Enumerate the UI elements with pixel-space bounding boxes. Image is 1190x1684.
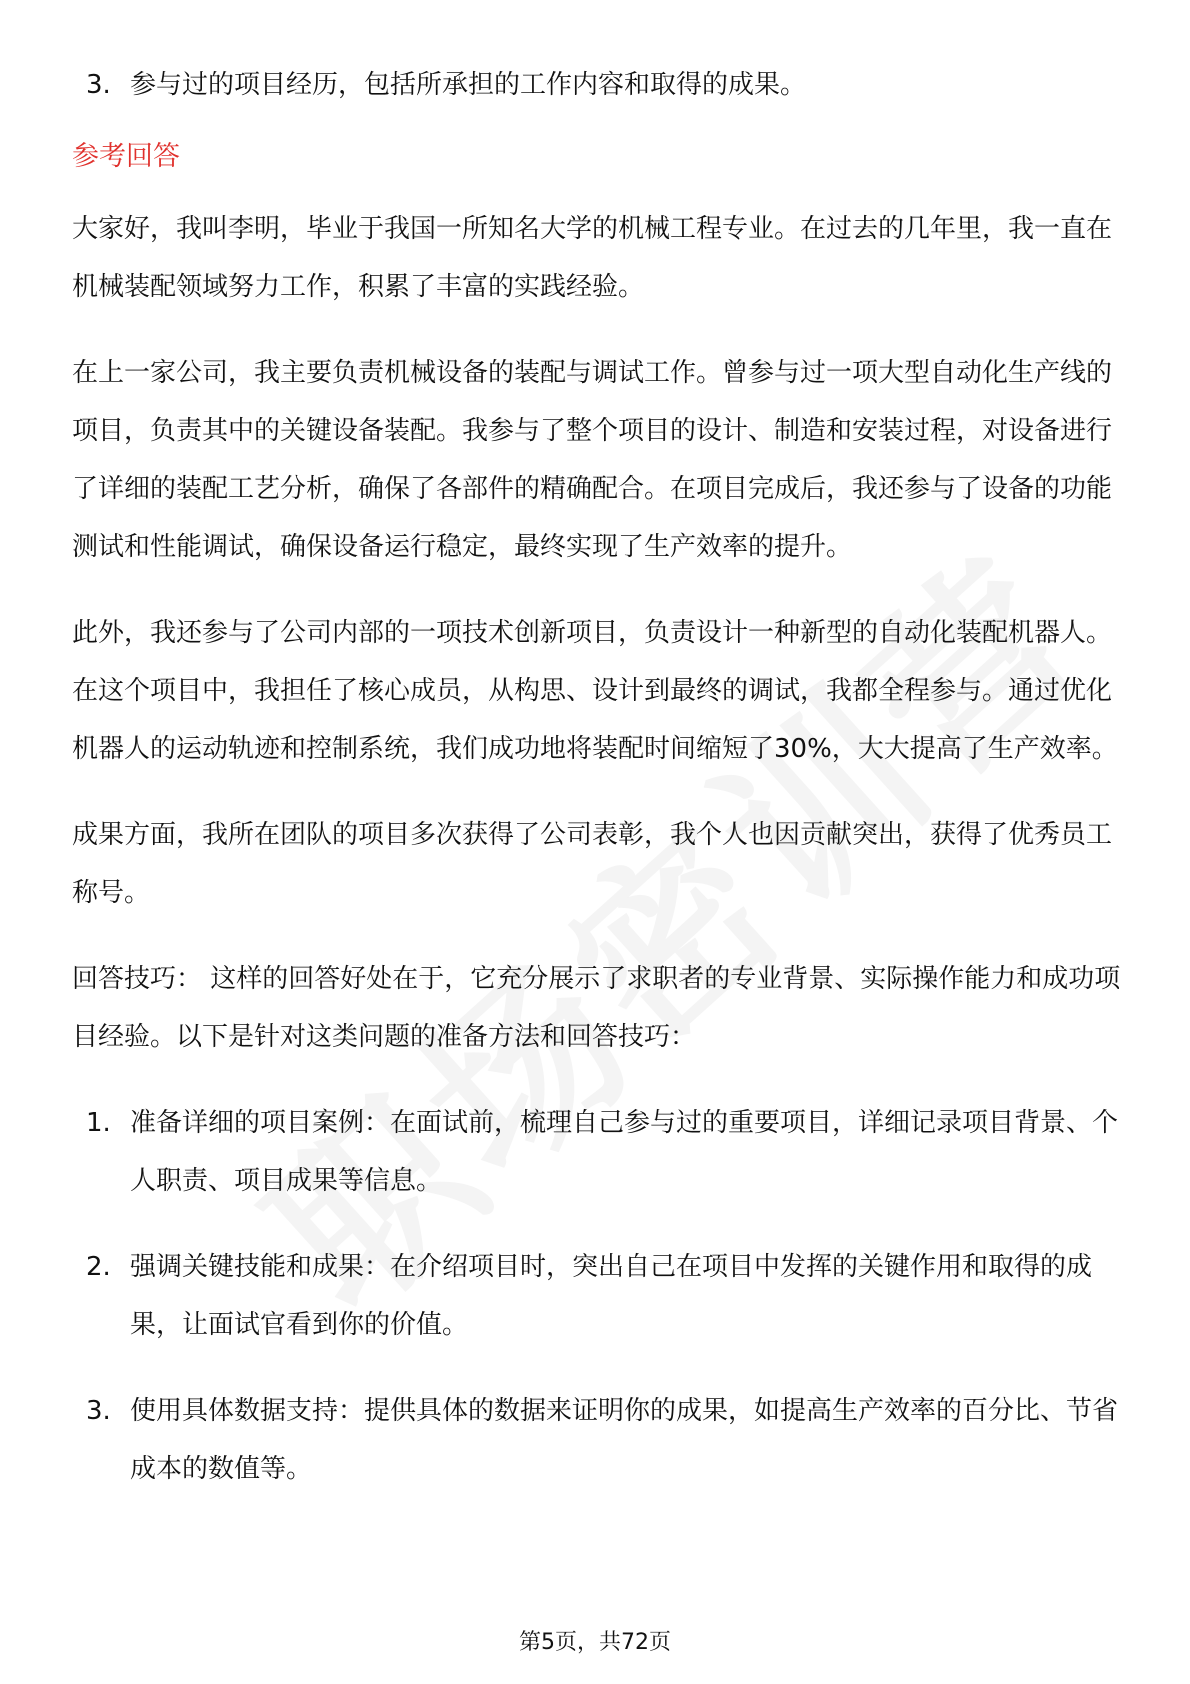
list-item-text: 参与过的项目经历，包括所承担的工作内容和取得的成果。 — [130, 70, 807, 100]
tip-list-item — [72, 1238, 1122, 1354]
list-item-number: 3. — [86, 1396, 111, 1426]
tips-list — [72, 1094, 1122, 1498]
page-number-footer: 第5页，共72页 — [519, 1630, 671, 1655]
paragraph-innovation-project: 此外，我还参与了公司内部的一项技术创新项目，负责设计一种新型的自动化装配机器人。在这个项目中，我担任了核心成员，从构思、设计到最终的调试，我都全程参与。通过优化机器人的运动轨迹和控制系统，我们成功地将装配时间缩短了30%，大大提高了生产效率。 — [72, 618, 1118, 764]
question-list-item — [72, 56, 1122, 114]
list-item-text: 强调关键技能和成果：在介绍项目时，突出自己在项目中发挥的关键作用和取得的成果，让面试官看到你的价值。 — [130, 1252, 1093, 1340]
paragraph-answer-tips: 回答技巧： 这样的回答好处在于，它充分展示了求职者的专业背景、实际操作能力和成功项目经验。以下是针对这类问题的准备方法和回答技巧： — [72, 964, 1121, 1052]
tip-list-item — [72, 1094, 1122, 1210]
answer-heading: 参考回答 — [72, 141, 180, 172]
list-item-text: 准备详细的项目案例：在面试前，梳理自己参与过的重要项目，详细记录项目背景、个人职责、项目成果等信息。 — [130, 1108, 1119, 1196]
tip-list-item — [72, 1382, 1122, 1498]
paragraph-achievements: 成果方面，我所在团队的项目多次获得了公司表彰，我个人也因贡献突出，获得了优秀员工称号。 — [72, 820, 1113, 908]
list-item-text: 使用具体数据支持：提供具体的数据来证明你的成果，如提高生产效率的百分比、节省成本的数值等。 — [130, 1396, 1119, 1484]
list-item-number: 1. — [86, 1108, 111, 1138]
list-item-number: 3. — [86, 70, 111, 100]
paragraph-intro: 大家好，我叫李明，毕业于我国一所知名大学的机械工程专业。在过去的几年里，我一直在机械装配领域努力工作，积累了丰富的实践经验。 — [72, 214, 1113, 302]
page-content — [72, 56, 1122, 1526]
list-item-number: 2. — [86, 1252, 111, 1282]
paragraph-previous-company: 在上一家公司，我主要负责机械设备的装配与调试工作。曾参与过一项大型自动化生产线的项目，负责其中的关键设备装配。我参与了整个项目的设计、制造和安装过程，对设备进行了详细的装配工艺分析，确保了各部件的精确配合。在项目完成后，我还参与了设备的功能测试和性能调试，确保设备运行稳定，最终实现了生产效率的提升。 — [72, 358, 1113, 562]
